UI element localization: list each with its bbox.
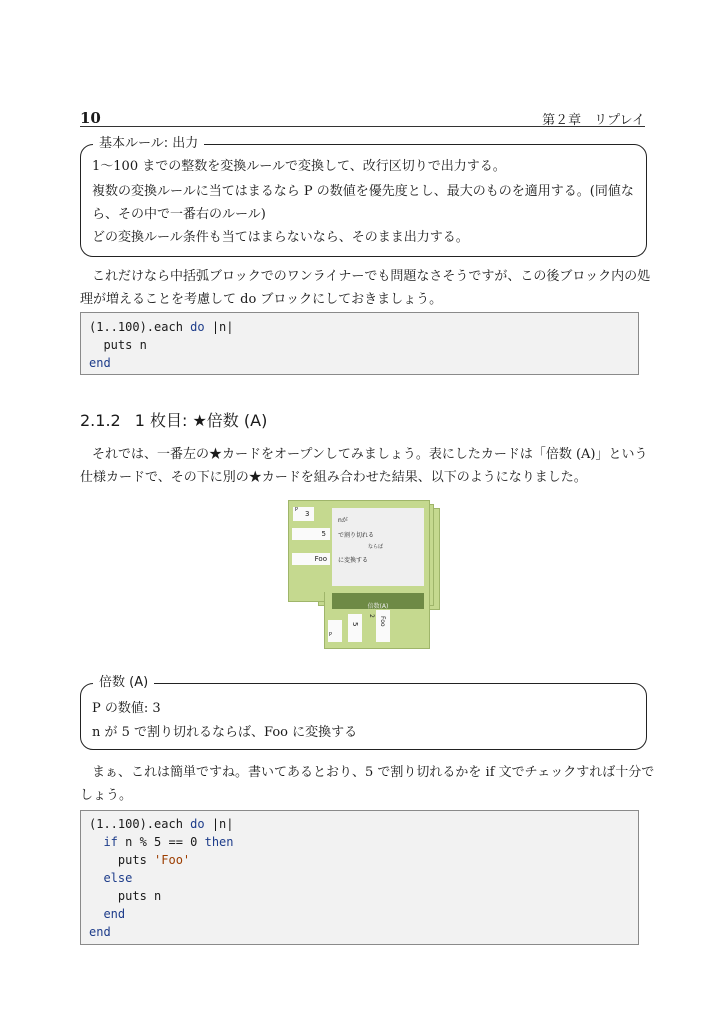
card-value-5: 5	[321, 530, 326, 538]
section-number: 2.1.2	[80, 411, 121, 430]
code2-line-4: else	[103, 871, 133, 885]
code-block-2	[80, 810, 639, 945]
code2-line-3: puts 'Foo'	[89, 853, 191, 867]
para3-line-1: まぁ、これは簡単ですね。書いてあるとおり、5 で割り切れるかを if 文でチェックすれば十分で	[92, 765, 655, 780]
card-box-line-1: P の数値: 3	[92, 701, 161, 716]
card-warikireru: で割り切れる	[338, 532, 375, 539]
card-value-foo-box	[292, 553, 330, 565]
para3-line-2: しょう。	[80, 788, 133, 803]
card-box-line-2: n が 5 で割り切れるならば、Foo に変換する	[92, 725, 358, 740]
card-bottom-2: 2	[368, 614, 375, 618]
running-head: 第２章 リプレイ	[542, 113, 645, 128]
para2-line-1: それでは、一番左の★カードをオープンしてみましょう。表にしたカードは「倍数 (A)」という	[92, 447, 648, 462]
code2-line-1: (1..100).each do |n|	[89, 817, 234, 831]
card-box-title: 倍数 (A)	[93, 674, 154, 692]
rule-line-3: ら、その中で一番右のルール)	[92, 207, 266, 222]
page-number: 10	[80, 109, 101, 127]
card-p-label: P	[295, 507, 299, 513]
card-henkan: に変換する	[338, 557, 369, 564]
para1-line-2: 理が増えることを考慮して do ブロックにしておきましょう。	[80, 292, 443, 307]
card-bottom-5-box	[348, 614, 362, 642]
header-rule	[80, 126, 645, 127]
card-bottom-p-box	[328, 620, 342, 642]
code1-line-1: (1..100).each do |n|	[89, 320, 234, 334]
card-figure	[288, 500, 438, 650]
card-bottom-foo: Foo	[379, 616, 386, 627]
card-value-5-box	[292, 528, 330, 540]
card-box	[80, 675, 647, 750]
card-p-value: 3	[305, 510, 310, 518]
code2-line-5: puts n	[89, 889, 162, 903]
rule-box-title: 基本ルール: 出力	[93, 135, 204, 153]
code2-line-6: end	[103, 907, 126, 921]
card-bottom-5: 5	[351, 622, 359, 627]
card-naraba: ならば	[368, 544, 384, 550]
card-banner-label: 倍数(A)	[367, 603, 389, 610]
card-p-box	[293, 507, 314, 521]
section-heading	[80, 408, 267, 431]
card-bottom-foo-box	[376, 610, 390, 642]
card-bottom-p: P	[329, 632, 333, 638]
code2-line-2: if n % 5 == 0 then	[103, 835, 234, 849]
para2-line-2: 仕様カードで、その下に別の★カードを組み合わせた結果、以下のようになりました。	[80, 470, 587, 485]
card-n-ga: nが	[338, 517, 348, 524]
code1-line-2: puts n	[89, 338, 147, 352]
section-title: 1 枚目: ★倍数 (A)	[134, 411, 268, 430]
code2-line-7: end	[89, 925, 111, 939]
card-banner	[332, 593, 424, 609]
rule-line-4: どの変換ルール条件も当てはまらないなら、そのまま出力する。	[92, 230, 469, 245]
code-block-1	[80, 312, 639, 375]
para1-line-1: これだけなら中括弧ブロックでのワンライナーでも問題なさそうですが、この後ブロック内の処	[92, 269, 651, 284]
card-value-foo: Foo	[314, 555, 327, 563]
rule-box	[80, 136, 647, 257]
rule-line-2: 複数の変換ルールに当てはまるなら P の数値を優先度とし、最大のものを適用する。(同値な	[92, 184, 634, 199]
rule-line-1: 1〜100 までの整数を変換ルールで変換して、改行区切りで出力する。	[92, 159, 506, 174]
code1-line-3: end	[89, 356, 111, 370]
